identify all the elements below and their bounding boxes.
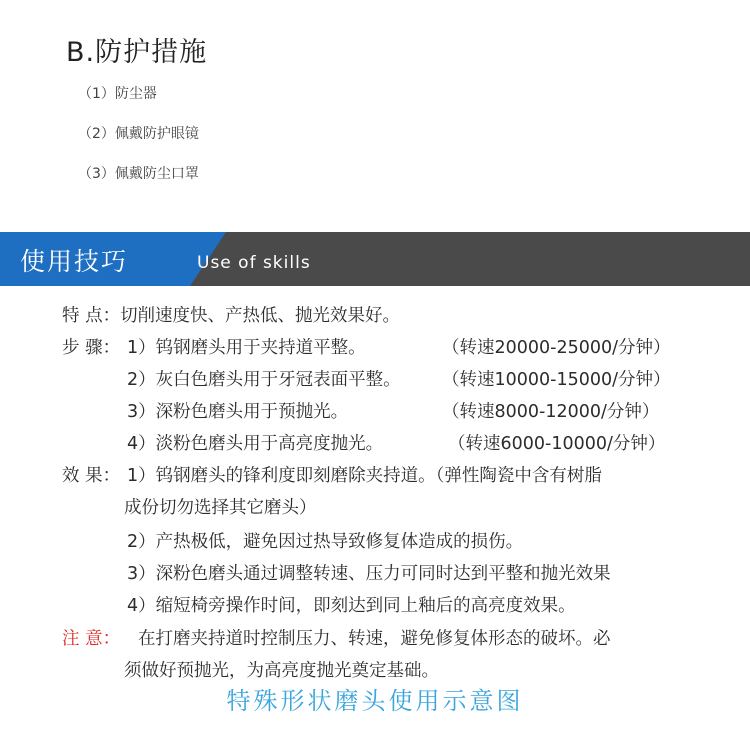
steps-label: 步 骤： [62,338,121,358]
step-text: 3）深粉色磨头用于预抛光。 [127,402,349,422]
step-text: 2）灰白色磨头用于牙冠表面平整。 [127,370,401,390]
effects-label: 效 果： [62,466,121,486]
effect-line: 4）缩短椅旁操作时间，即刻达到同上釉后的高亮度效果。 [127,596,576,616]
features-line: 特 点：切削速度快、产热低、抛光效果好。 [62,306,401,326]
effect-line: 2）产热极低，避免因过热导致修复体造成的损伤。 [127,532,524,552]
note-line: 在打磨夹持道时控制压力、转速，避免修复体形态的破坏。必 [138,629,611,649]
protection-item: （2）佩戴防护眼镜 [78,126,199,142]
step-speed: （转速20000-25000/分钟） [442,338,671,358]
protection-title: B.防护措施 [66,37,208,68]
banner-title: 使用技巧 [20,247,129,276]
effect-line: 1）钨钢磨头的锋利度即刻磨除夹持道。（弹性陶瓷中含有树脂 [127,466,602,486]
step-speed: （转速6000-10000/分钟） [448,434,666,454]
effect-line: 成份切勿选择其它磨头） [124,498,317,518]
step-speed: （转速8000-12000/分钟） [442,402,660,422]
diagram-heading: 特殊形状磨头使用示意图 [226,687,524,715]
step-speed: （转速10000-15000/分钟） [442,370,671,390]
section-banner [0,232,750,286]
step-text: 1）钨钢磨头用于夹持道平整。 [127,338,366,358]
note-label: 注 意： [62,629,121,649]
banner-subtitle: Use of skills [197,253,311,273]
step-text: 4）淡粉色磨头用于高亮度抛光。 [127,434,384,454]
effect-line: 3）深粉色磨头通过调整转速、压力可同时达到平整和抛光效果 [127,564,611,584]
protection-item: （3）佩戴防尘口罩 [78,166,199,182]
protection-item: （1）防尘器 [78,86,157,102]
note-line: 须做好预抛光，为高亮度抛光奠定基础。 [124,661,439,681]
